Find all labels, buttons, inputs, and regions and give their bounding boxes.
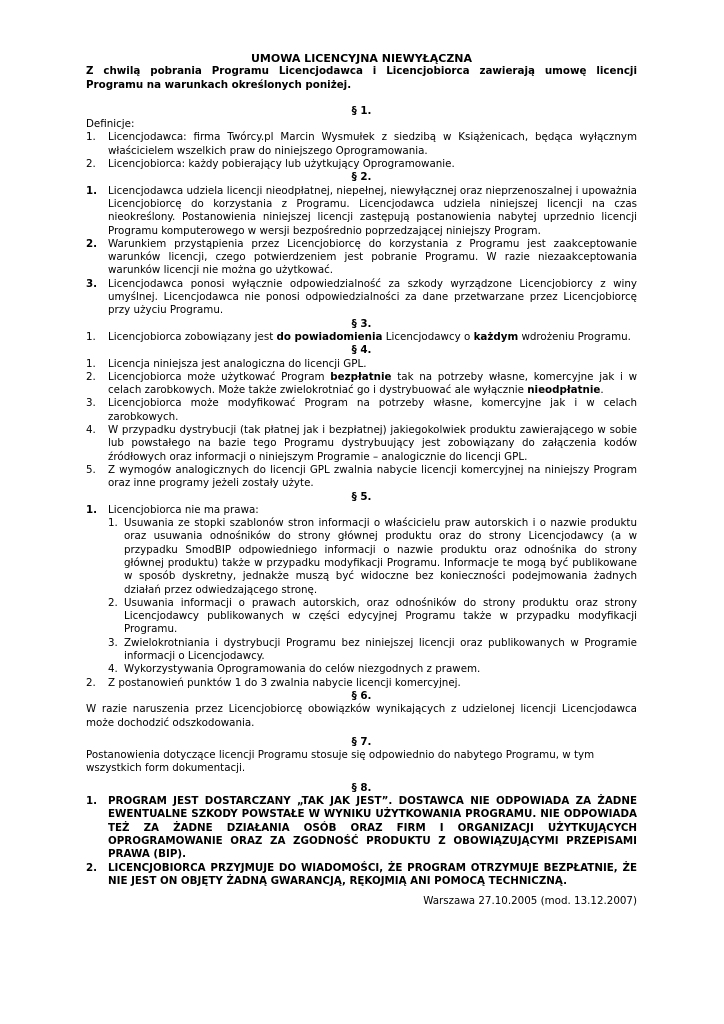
item-text: LICENCJOBIORCA PRZYJMUJE DO WIADOMOŚCI, ŻE PROGRAM OTRZYMUJE BEZPŁATNIE, ŻE NIE JEST ON OBJĘTY ŻADNĄ GWARANCJĄ, RĘKOJMIĄ ANI POMOCĄ TECHNICZNĄ.	[108, 861, 637, 887]
section-3-heading: § 3.	[351, 317, 372, 330]
list-item	[86, 158, 637, 171]
section-8-heading: § 8.	[351, 781, 372, 794]
item-number: 5.	[86, 463, 96, 476]
text-run: wdrożeniu Programu.	[518, 330, 631, 343]
document-title: UMOWA LICENCYJNA NIEWYŁĄCZNA	[250, 52, 473, 65]
list-item	[86, 358, 637, 371]
item-number: 1.	[86, 330, 96, 343]
section-6-text: W razie naruszenia przez Licencjobiorcę obowiązków wynikających z udzielonej licencji Licencjodawca może dochodzić odszkodowania.	[86, 703, 637, 729]
section-3-list	[86, 331, 637, 344]
item-text: Usuwania informacji o prawach autorskich, oraz odnośników do strony produktu oraz strony Licencjodawcy publikowanych w części edycyjnej Programu także w przypadku modyfikacji Programu.	[124, 596, 637, 636]
item-number: 1.	[86, 357, 96, 370]
item-number: 2.	[86, 237, 98, 250]
text-run: Licencjodawcy o	[382, 330, 474, 343]
item-number: 1.	[86, 131, 96, 144]
text-run: Licencjobiorca może użytkować Program	[108, 370, 331, 383]
section-1-list	[86, 131, 637, 171]
document-date: Warszawa 27.10.2005 (mod. 13.12.2007)	[423, 895, 637, 908]
item-number: 2.	[108, 596, 118, 609]
item-text: Z postanowień punktów 1 do 3 zwalnia nabycie licencji komercyjnej.	[108, 676, 461, 689]
list-item	[86, 464, 637, 491]
section-5-heading: § 5.	[351, 490, 372, 503]
item-number: 1.	[108, 517, 118, 530]
item-number: 3.	[108, 636, 118, 649]
item-number: 1.	[86, 184, 98, 197]
item-text: Zwielokrotniania i dystrybucji Programu bez niniejszej licencji oraz publikowanych w Programie informacji o Licencjodawcy.	[124, 636, 637, 663]
text-run: .	[600, 384, 604, 397]
item-text: Licencja niniejsza jest analogiczna do licencji GPL.	[108, 357, 367, 370]
section-7-heading: § 7.	[351, 735, 372, 748]
emphasis-text: bezpłatnie	[330, 370, 392, 383]
list-item	[86, 238, 637, 278]
item-text: Usuwania ze stopki szablonów stron informacji o właścicielu praw autorskich i o nazwie produktu oraz usuwania odnośników do strony głównej produktu oraz do strony Licencjodawcy (a w przypadku SmodBIP odpowiedniego informacji o nazwie produktu oraz odnośnika do strony głównej produktu) także w przypadku modyfikacji Programu. Informacje te mogą być publikowane w sposób dyskretny, jednakże muszą być widoczne bez konieczności podejmowania żadnych działań przez odwiedzającego stronę.	[124, 517, 637, 596]
item-number: 1.	[86, 795, 98, 808]
license-document	[86, 52, 637, 908]
section-1-heading: § 1.	[351, 104, 372, 117]
section-8-list	[86, 795, 637, 888]
list-item	[86, 397, 637, 424]
sub-list-item	[108, 517, 637, 597]
item-text	[108, 331, 637, 344]
list-item	[86, 424, 637, 464]
list-item	[86, 371, 637, 398]
section-4-heading: § 4.	[351, 344, 372, 357]
emphasis-text: nieodpłatnie	[527, 384, 601, 397]
item-number: 4.	[108, 663, 118, 676]
emphasis-text: każdym	[473, 330, 519, 343]
item-number: 2.	[86, 676, 96, 689]
item-text: Licencjodawca ponosi wyłącznie odpowiedzialność za szkody wyrządzone Licencjobiorcy z winy umyślnej. Licencjodawca nie ponosi odpowiedzialności za dane przetwarzane przez Licencjobiorcę przy użyciu Programu.	[108, 277, 637, 317]
section-2-heading: § 2.	[351, 171, 372, 184]
item-number: 4.	[86, 424, 96, 437]
list-item	[86, 795, 637, 861]
item-text: Licencjobiorca nie ma prawa:	[108, 503, 259, 516]
list-item	[86, 185, 637, 238]
item-number: 2.	[86, 861, 98, 874]
item-number: 2.	[86, 158, 96, 171]
section-7-text: Postanowienia dotyczące licencji Programu stosuje się odpowiednio do nabytego Programu, w tym wszystkich form dokumentacji.	[86, 749, 595, 775]
item-number: 3.	[86, 277, 98, 290]
item-number: 2.	[86, 370, 96, 383]
list-item	[86, 862, 637, 889]
item-text: Warunkiem przystąpienia przez Licencjobiorcę do korzystania z Programu jest zaakceptowanie warunków licencji, czego potwierdzeniem jest pobranie Programu. W razie niezaakceptowania warunków licencji nie można go użytkować.	[108, 237, 637, 277]
list-item	[86, 331, 637, 344]
emphasis-text: do powiadomienia	[276, 330, 383, 343]
text-run: tak na potrzeby własne, komercyjne jak i w celach zarobkowych. Może także zwielokrotniać go i dystrybuować ale wyłącznie	[108, 370, 638, 397]
sub-list	[108, 517, 637, 677]
list-item	[86, 131, 637, 158]
text-run: Licencjobiorca zobowiązany jest	[108, 330, 277, 343]
item-text: Licencjodawca: firma Twórcy.pl Marcin Wysmułek z siedzibą w Książenicach, będąca wyłącznym właścicielem wszelkich praw do niniejszego Oprogramowania.	[108, 131, 637, 157]
definitions-lead: Definicje:	[86, 118, 135, 131]
item-number: 3.	[86, 397, 96, 410]
section-5-list	[86, 504, 637, 690]
sub-list-item	[108, 663, 637, 676]
sub-list-item	[108, 597, 637, 637]
item-text	[108, 371, 637, 398]
section-6-heading: § 6.	[351, 689, 372, 702]
list-item	[86, 504, 637, 677]
sub-list-item	[108, 637, 637, 664]
intro-paragraph: Z chwilą pobrania Programu Licencjodawca i Licencjobiorca zawierają umowę licencji Programu na warunkach określonych poniżej.	[86, 65, 637, 91]
section-2-list	[86, 185, 637, 318]
item-text: Licencjobiorca może modyfikować Program na potrzeby własne, komercyjne jak i w celach zarobkowych.	[108, 397, 637, 423]
section-4-list	[86, 358, 637, 491]
item-text: PROGRAM JEST DOSTARCZANY „TAK JAK JEST”. DOSTAWCA NIE ODPOWIADA ZA ŻADNE EWENTUALNE SZKODY POWSTAŁE W WYNIKU UŻYTKOWANIA PROGRAMU. NIE ODPOWIADA TEŻ ZA ŻADNE DZIAŁANIA OSÓB ORAZ FIRM I ORGANIZACJI UŻYTKUJĄCYCH OPROGRAMOWANIE ORAZ ZA ZGODNOŚĆ PRODUKTU Z OBOWIĄZUJĄCYMI PRZEPISAMI PRAWA (BIP).	[108, 795, 637, 861]
item-text: Z wymogów analogicznych do licencji GPL zwalnia nabycie licencji komercyjnej na niniejszy Program oraz inne programy jeżeli zostały użyte.	[108, 463, 637, 490]
item-text: W przypadku dystrybucji (tak płatnej jak i bezpłatnej) jakiegokolwiek produktu zawierającego w sobie lub powstałego na bazie tego Programu dystrybuujący jest zobowiązany do załączenia kodów źródłowych oraz informacji o niniejszym Programie – analogicznie do licencji GPL.	[108, 424, 637, 463]
list-item	[86, 677, 637, 690]
item-text: Licencjodawca udziela licencji nieodpłatnej, niepełnej, niewyłącznej oraz nieprzenoszalnej i upoważnia Licencjobiorcę do korzystania z Programu. Licencjodawca udziela niniejszej licencji na czas nieokreślony. Postanowienia niniejszej licencji zastępują postanowienia nabytej uprzednio licencji Programu komputerowego w wersji bezpośrednio poprzedzającej niniejszy Program.	[108, 184, 637, 237]
item-body	[108, 504, 637, 677]
item-text: Licencjobiorca: każdy pobierający lub użytkujący Oprogramowanie.	[108, 158, 455, 171]
item-number: 1.	[86, 503, 98, 516]
list-item	[86, 278, 637, 318]
item-text: Wykorzystywania Oprogramowania do celów niezgodnych z prawem.	[124, 663, 481, 676]
